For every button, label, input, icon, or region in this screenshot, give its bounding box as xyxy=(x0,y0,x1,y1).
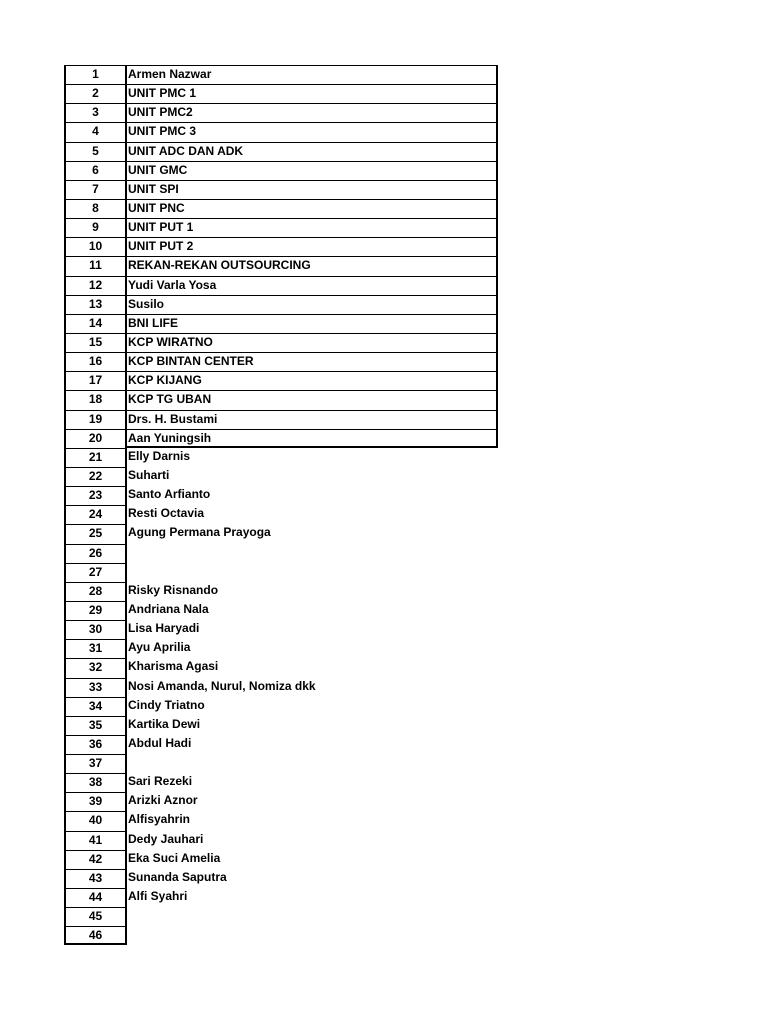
name-cell[interactable]: UNIT PNC xyxy=(127,199,498,218)
row-number-cell[interactable]: 7 xyxy=(64,180,127,199)
table-row xyxy=(64,256,498,275)
row-number-cell[interactable]: 18 xyxy=(64,390,127,409)
table-row xyxy=(64,601,498,620)
row-number-cell[interactable]: 12 xyxy=(64,276,127,295)
table-row xyxy=(64,410,498,429)
name-cell[interactable] xyxy=(127,926,498,945)
row-number-cell[interactable]: 20 xyxy=(64,429,127,448)
row-number-cell[interactable]: 41 xyxy=(64,831,127,850)
name-cell[interactable]: REKAN-REKAN OUTSOURCING xyxy=(127,256,498,275)
table-row xyxy=(64,869,498,888)
table-row xyxy=(64,754,498,773)
row-number-cell[interactable]: 31 xyxy=(64,639,127,658)
table-row xyxy=(64,237,498,256)
row-number-cell[interactable]: 4 xyxy=(64,122,127,141)
name-cell[interactable]: Kartika Dewi xyxy=(128,716,201,731)
row-number-cell[interactable]: 25 xyxy=(64,524,127,543)
name-cell[interactable] xyxy=(127,907,498,926)
table-row xyxy=(64,678,498,697)
table-row xyxy=(64,314,498,333)
name-cell[interactable]: Sunanda Saputra xyxy=(128,869,227,884)
table-row xyxy=(64,831,498,850)
name-cell[interactable]: Susilo xyxy=(127,295,498,314)
name-cell[interactable]: Ayu Aprilia xyxy=(128,640,191,655)
name-cell[interactable]: KCP WIRATNO xyxy=(127,333,498,352)
table-row xyxy=(64,907,498,926)
row-number-cell[interactable]: 22 xyxy=(64,467,127,486)
name-cell[interactable]: UNIT PUT 2 xyxy=(127,237,498,256)
row-number-cell[interactable]: 5 xyxy=(64,142,127,161)
row-number-cell[interactable]: 39 xyxy=(64,792,127,811)
table-row xyxy=(64,467,498,486)
row-number-cell[interactable]: 32 xyxy=(64,658,127,677)
row-number-cell[interactable]: 33 xyxy=(64,678,127,697)
name-cell[interactable]: Agung Permana Prayoga xyxy=(128,525,271,540)
name-cell[interactable]: Elly Darnis xyxy=(128,448,191,463)
name-cell[interactable]: Arizki Aznor xyxy=(128,793,198,808)
name-cell[interactable]: UNIT GMC xyxy=(127,161,498,180)
row-number-cell[interactable]: 38 xyxy=(64,773,127,792)
row-number-cell[interactable]: 44 xyxy=(64,888,127,907)
row-number-cell[interactable]: 2 xyxy=(64,84,127,103)
row-number-cell[interactable]: 19 xyxy=(64,410,127,429)
table-row xyxy=(64,180,498,199)
table-row xyxy=(64,448,498,467)
table-row xyxy=(64,142,498,161)
table-row xyxy=(64,390,498,409)
table-row xyxy=(64,926,498,945)
table-row xyxy=(64,582,498,601)
table-row xyxy=(64,773,498,792)
table-row xyxy=(64,122,498,141)
row-number-cell[interactable]: 36 xyxy=(64,735,127,754)
row-number-cell[interactable]: 40 xyxy=(64,811,127,830)
row-number-cell[interactable]: 35 xyxy=(64,716,127,735)
row-number-cell[interactable]: 34 xyxy=(64,697,127,716)
name-cell[interactable]: KCP TG UBAN xyxy=(127,390,498,409)
name-cell[interactable]: Dedy Jauhari xyxy=(128,831,204,846)
table-row xyxy=(64,716,498,735)
spreadsheet-table xyxy=(64,65,498,945)
row-number-cell[interactable]: 14 xyxy=(64,314,127,333)
table-row xyxy=(64,276,498,295)
table-row xyxy=(64,639,498,658)
table-row xyxy=(64,333,498,352)
table-row xyxy=(64,371,498,390)
row-number-cell[interactable]: 45 xyxy=(64,907,127,926)
table-row xyxy=(64,65,498,84)
row-number-cell[interactable]: 24 xyxy=(64,505,127,524)
table-row xyxy=(64,544,498,563)
row-number-cell[interactable]: 10 xyxy=(64,237,127,256)
table-row xyxy=(64,620,498,639)
table-row xyxy=(64,486,498,505)
name-cell[interactable]: Sari Rezeki xyxy=(128,774,193,789)
table-row xyxy=(64,103,498,122)
name-cell[interactable]: UNIT PMC 3 xyxy=(127,122,498,141)
name-cell[interactable]: Alfisyahrin xyxy=(128,812,191,827)
name-cell[interactable]: Nosi Amanda, Nurul, Nomiza dkk xyxy=(128,678,316,693)
name-cell[interactable]: Cindy Triatno xyxy=(128,697,205,712)
row-number-cell[interactable]: 27 xyxy=(64,563,127,582)
row-number-cell[interactable]: 13 xyxy=(64,295,127,314)
name-cell[interactable]: Andriana Nala xyxy=(128,601,209,616)
table-row xyxy=(64,161,498,180)
name-cell[interactable]: Armen Nazwar xyxy=(127,65,498,84)
table-row xyxy=(64,850,498,869)
name-cell[interactable]: KCP BINTAN CENTER xyxy=(127,352,498,371)
name-cell[interactable]: Drs. H. Bustami xyxy=(127,410,498,429)
row-number-cell[interactable]: 15 xyxy=(64,333,127,352)
row-number-cell[interactable]: 1 xyxy=(64,65,127,84)
row-number-cell[interactable]: 17 xyxy=(64,371,127,390)
table-row xyxy=(64,888,498,907)
table-row xyxy=(64,697,498,716)
name-cell[interactable]: UNIT PMC 1 xyxy=(127,84,498,103)
table-row xyxy=(64,505,498,524)
row-number-cell[interactable]: 42 xyxy=(64,850,127,869)
name-cell[interactable]: KCP KIJANG xyxy=(127,371,498,390)
table-row xyxy=(64,218,498,237)
name-cell[interactable]: Risky Risnando xyxy=(128,582,219,597)
name-cell[interactable]: Yudi Varla Yosa xyxy=(127,276,498,295)
row-number-cell[interactable]: 28 xyxy=(64,582,127,601)
row-number-cell[interactable]: 26 xyxy=(64,544,127,563)
table-row xyxy=(64,352,498,371)
table-row xyxy=(64,658,498,677)
row-number-cell[interactable]: 23 xyxy=(64,486,127,505)
name-cell[interactable]: Aan Yuningsih xyxy=(127,429,498,448)
name-cell[interactable]: BNI LIFE xyxy=(127,314,498,333)
table-row xyxy=(64,429,498,448)
row-number-cell[interactable]: 30 xyxy=(64,620,127,639)
row-number-cell[interactable]: 16 xyxy=(64,352,127,371)
name-cell[interactable]: Eka Suci Amelia xyxy=(128,850,221,865)
table-row xyxy=(64,792,498,811)
name-cell[interactable]: Alfi Syahri xyxy=(128,889,188,904)
row-number-cell[interactable]: 21 xyxy=(64,448,127,467)
table-row xyxy=(64,84,498,103)
name-cell[interactable]: UNIT SPI xyxy=(127,180,498,199)
name-cell[interactable]: UNIT ADC DAN ADK xyxy=(127,142,498,161)
name-cell[interactable] xyxy=(127,563,498,582)
name-cell[interactable]: Lisa Haryadi xyxy=(128,621,200,636)
row-number-cell[interactable]: 6 xyxy=(64,161,127,180)
name-cell[interactable]: UNIT PMC2 xyxy=(127,103,498,122)
table-row xyxy=(64,563,498,582)
table-row xyxy=(64,524,498,543)
row-number-cell[interactable]: 43 xyxy=(64,869,127,888)
row-number-cell[interactable]: 29 xyxy=(64,601,127,620)
name-cell[interactable]: Kharisma Agasi xyxy=(128,659,219,674)
row-number-cell[interactable]: 11 xyxy=(64,256,127,275)
name-cell[interactable]: Abdul Hadi xyxy=(128,735,192,750)
table-row xyxy=(64,199,498,218)
name-cell[interactable]: UNIT PUT 1 xyxy=(127,218,498,237)
name-cell[interactable] xyxy=(127,544,498,563)
row-number-cell[interactable]: 9 xyxy=(64,218,127,237)
table-row xyxy=(64,295,498,314)
row-number-cell[interactable]: 37 xyxy=(64,754,127,773)
name-cell[interactable] xyxy=(127,754,498,773)
name-cell[interactable]: Suharti xyxy=(128,467,170,482)
row-number-cell[interactable]: 3 xyxy=(64,103,127,122)
row-number-cell[interactable]: 46 xyxy=(64,926,127,945)
row-number-cell[interactable]: 8 xyxy=(64,199,127,218)
table-row xyxy=(64,735,498,754)
name-cell[interactable]: Santo Arfianto xyxy=(128,487,211,502)
table-row xyxy=(64,811,498,830)
name-cell[interactable]: Resti Octavia xyxy=(128,506,205,521)
